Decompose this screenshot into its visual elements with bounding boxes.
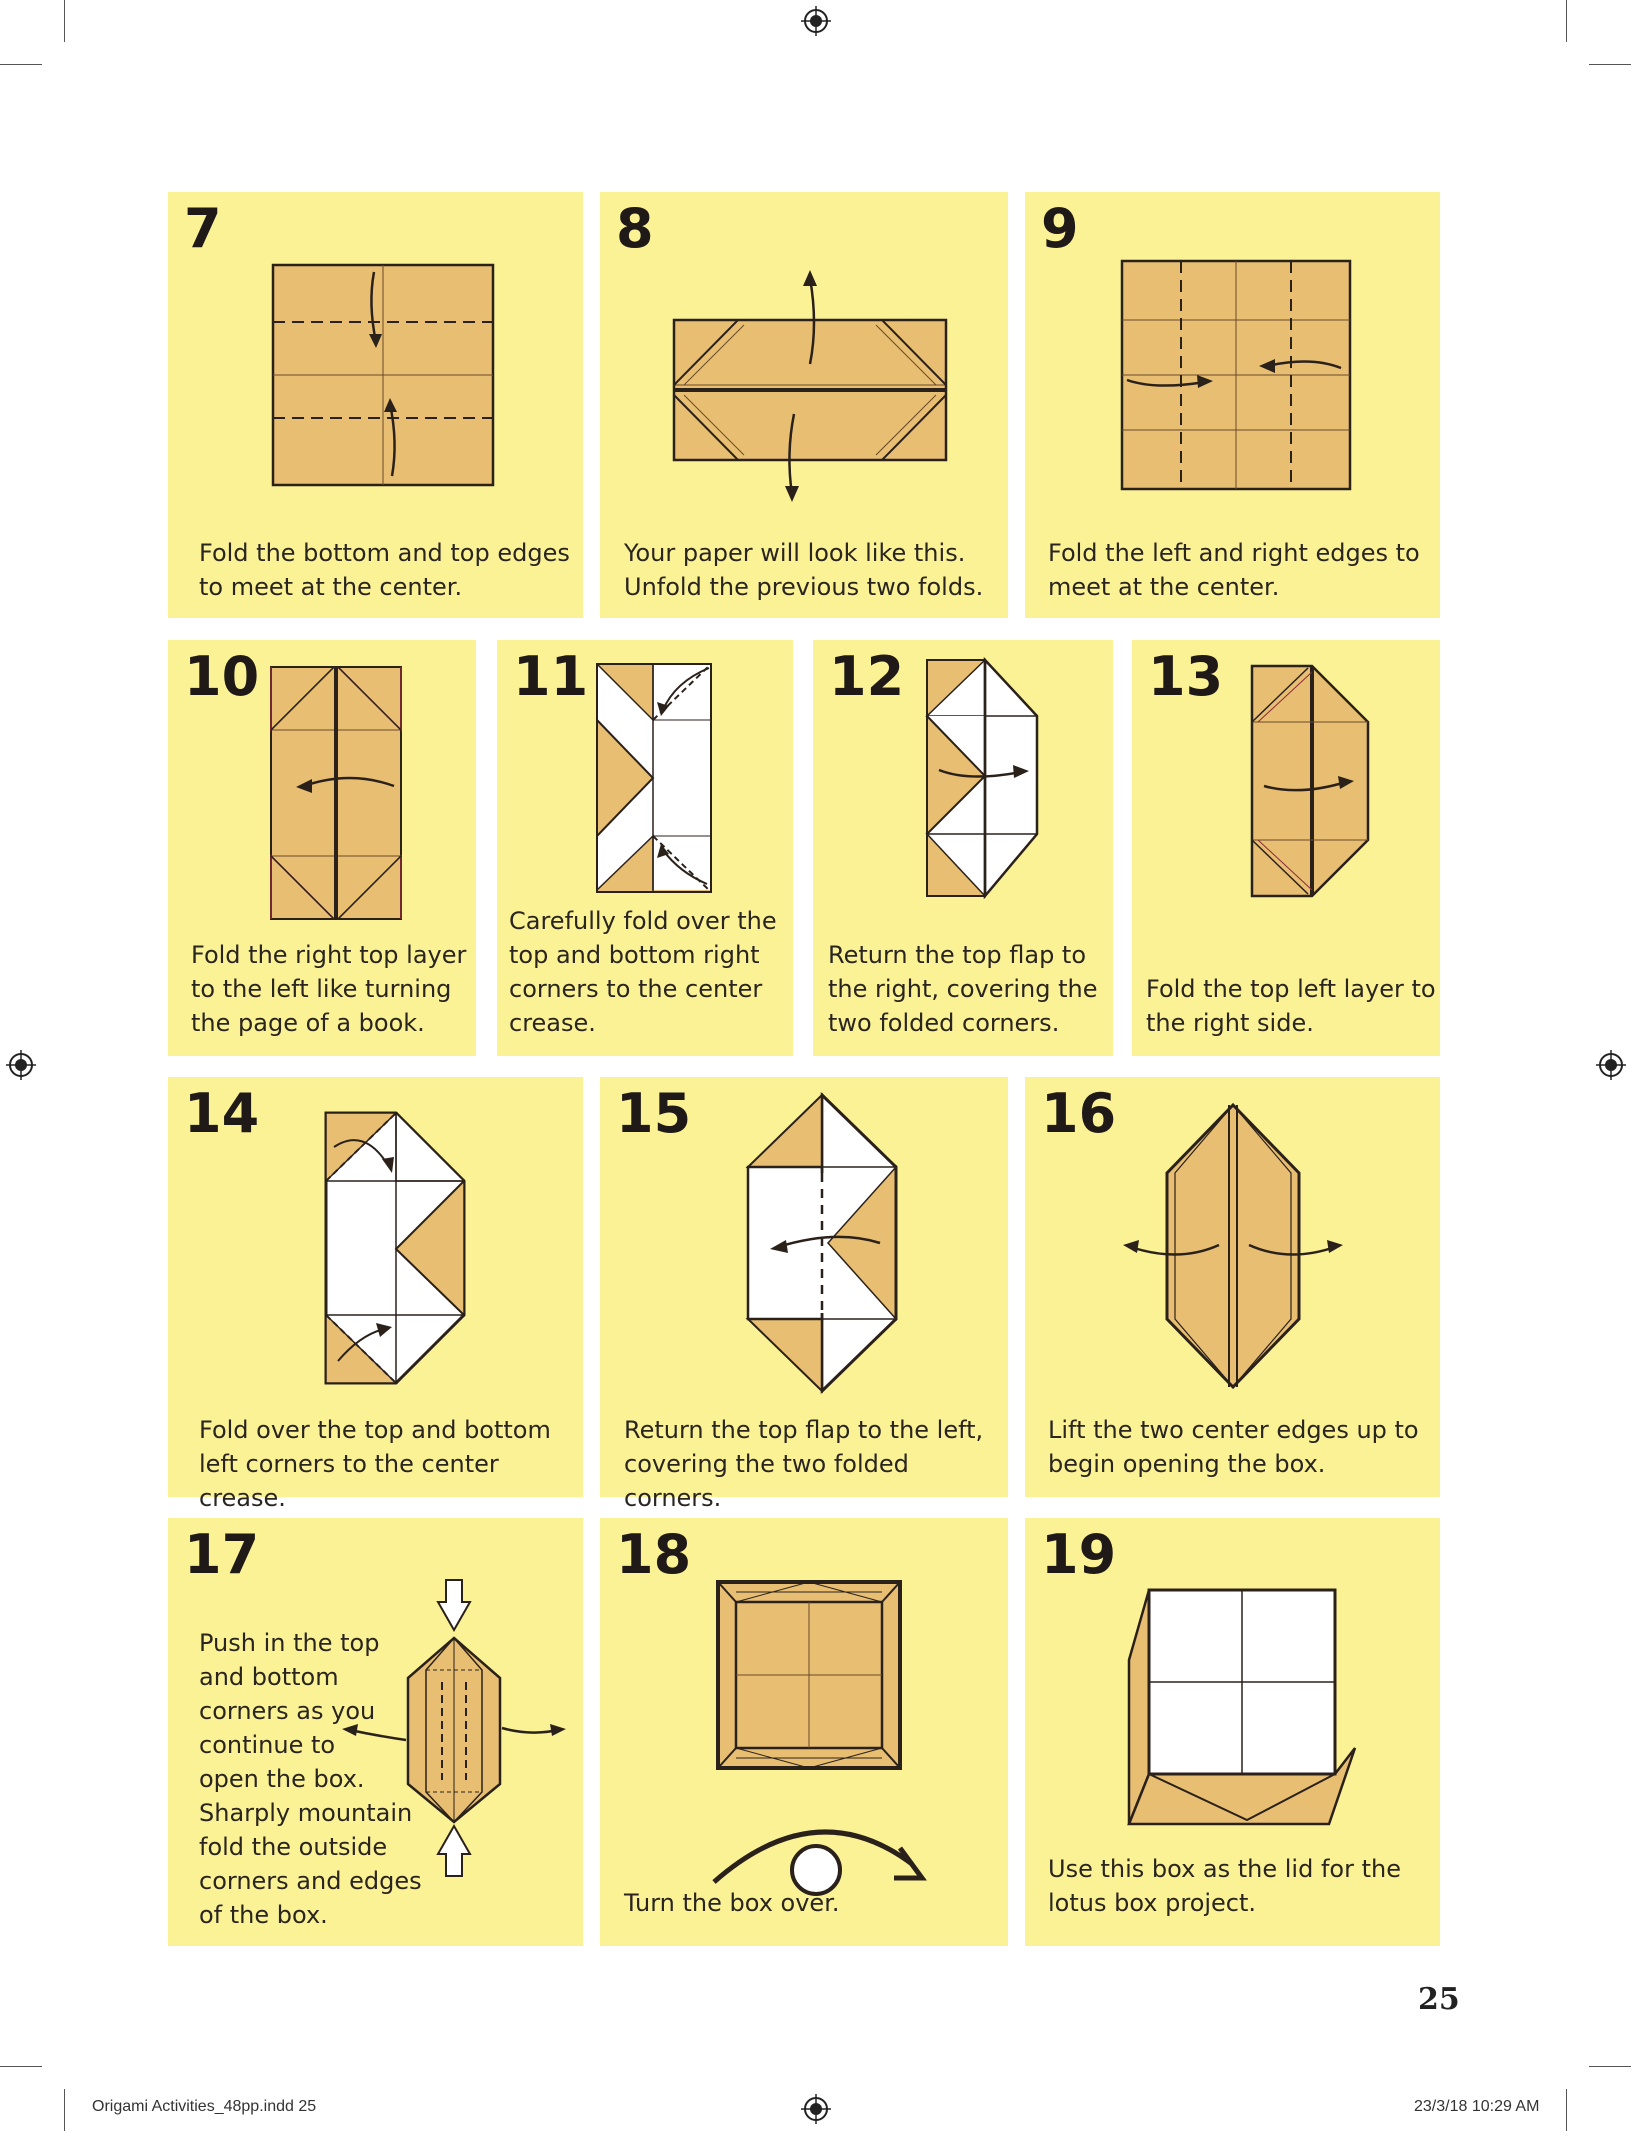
step-instruction: Fold over the top and bottom left corners to the center crease. — [199, 1416, 551, 1512]
registration-mark-icon — [1596, 1050, 1626, 1080]
fold-diagram — [1109, 1103, 1359, 1393]
step-instruction: Use this box as the lid for the lotus box project. — [1048, 1855, 1401, 1917]
registration-mark-icon — [801, 6, 831, 36]
step-instruction: Fold the right top layer to the left like turning the page of a book. — [191, 941, 467, 1037]
step-instruction: Fold the bottom and top edges to meet at the center. — [199, 539, 570, 601]
page-number: 25 — [1418, 1982, 1460, 2017]
step-panel-8 — [600, 192, 1008, 618]
footer-date-slug: 23/3/18 10:29 AM — [1414, 2098, 1540, 2115]
step-panel-18 — [600, 1518, 1008, 1946]
step-panel-19 — [1025, 1518, 1440, 1946]
step-number: 17 — [184, 1523, 260, 1586]
step-instruction: Return the top flap to the right, covering the two folded corners. — [828, 941, 1098, 1037]
crop-mark — [1566, 0, 1567, 42]
step-instruction: Push in the top and bottom corners as you continue to open the box. Sharply mountain fold the outside corners and edges of the box. — [199, 1629, 422, 1929]
step-number: 15 — [616, 1082, 692, 1145]
step-panel-7 — [168, 192, 583, 618]
step-number: 19 — [1041, 1523, 1117, 1586]
fold-diagram — [595, 662, 715, 894]
step-number: 9 — [1041, 197, 1079, 260]
crop-mark — [64, 0, 65, 42]
fold-diagram — [1250, 664, 1374, 900]
registration-mark-icon — [801, 2094, 831, 2124]
crop-mark — [1589, 64, 1631, 65]
crop-mark — [64, 2089, 65, 2131]
step-panel-12 — [813, 640, 1113, 1056]
step-panel-16 — [1025, 1077, 1440, 1497]
step-panel-9 — [1025, 192, 1440, 618]
step-instruction: Return the top flap to the left, covering the two folded corners. — [624, 1416, 984, 1512]
step-number: 10 — [184, 645, 260, 708]
fold-diagram — [272, 264, 494, 486]
registration-mark-icon — [6, 1050, 36, 1080]
step-number: 8 — [616, 197, 654, 260]
fold-diagram — [324, 1111, 468, 1387]
step-instruction: Lift the two center edges up to begin opening the box. — [1048, 1416, 1419, 1478]
step-number: 18 — [616, 1523, 692, 1586]
step-instruction: Fold the top left layer to the right side. — [1146, 975, 1436, 1037]
step-number: 14 — [184, 1082, 260, 1145]
fold-diagram — [1125, 1588, 1365, 1828]
step-number: 13 — [1148, 645, 1224, 708]
crop-mark — [0, 2066, 42, 2067]
step-instruction: Carefully fold over the top and bottom right corners to the center crease. — [509, 907, 777, 1037]
step-number: 7 — [184, 197, 222, 260]
fold-diagram — [270, 666, 404, 922]
fold-diagram — [746, 1093, 906, 1397]
step-instruction: Fold the left and right edges to meet at the center. — [1048, 539, 1420, 601]
crop-mark — [1589, 2066, 1631, 2067]
step-panel-13 — [1132, 640, 1440, 1056]
step-panel-10 — [168, 640, 476, 1056]
step-instruction: Turn the box over. — [624, 1889, 840, 1917]
step-number: 16 — [1041, 1082, 1117, 1145]
step-panel-11 — [497, 640, 793, 1056]
footer-file-slug: Origami Activities_48pp.indd 25 — [92, 2098, 317, 2115]
crop-mark — [0, 64, 42, 65]
step-panel-15 — [600, 1077, 1008, 1512]
fold-diagram — [716, 1580, 902, 1772]
fold-diagram — [925, 658, 1055, 898]
step-instruction: Your paper will look like this. Unfold the previous two folds. — [624, 539, 984, 601]
step-panel-14 — [168, 1077, 583, 1512]
fold-diagram — [1121, 260, 1353, 492]
fold-diagram — [672, 254, 948, 514]
step-number: 12 — [829, 645, 905, 708]
step-number: 11 — [513, 645, 589, 708]
crop-mark — [1566, 2089, 1567, 2131]
step-panel-17 — [168, 1518, 583, 1946]
